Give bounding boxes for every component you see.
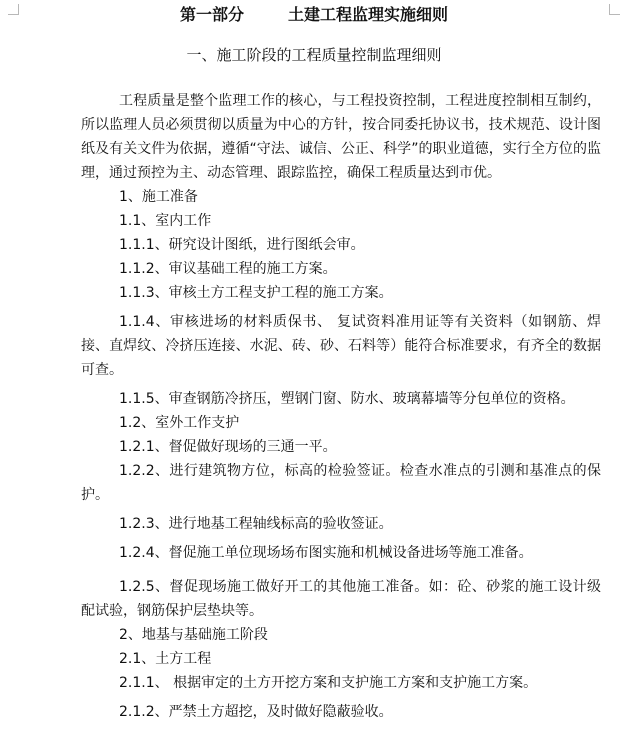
item-1-1-2: 1.1.2、审议基础工程的施工方案。 xyxy=(119,261,337,277)
section-heading-2: 2、地基与基础施工阶段 xyxy=(119,627,268,643)
item-1-2-1: 1.2.1、督促做好现场的三通一平。 xyxy=(119,439,337,455)
item-1-2-4: 1.2.4、督促施工单位现场场布图实施和机械设备进场等施工准备。 xyxy=(119,545,533,561)
item-1-1-1: 1.1.1、研究设计图纸，进行图纸会审。 xyxy=(119,237,365,253)
intro-paragraph: 工程质量是整个监理工作的核心，与工程投资控制，工程进度控制相互制约，所以监理人员必须贯彻以质量为中心的方针，按合同委托协议书，技术规范、设计图纸及有关文件为依据，遵循“守法、诚信、公正、科学”的职业道德，实行全方位的监理，通过预控为主、动态管理、跟踪监控，确保工程质量达到市优。 xyxy=(81,93,601,181)
item-1-2-2: 1.2.2、进行建筑物方位，标高的检验签证。检查水准点的引测和基准点的保护。 xyxy=(81,463,601,503)
item-2-1-1: 2.1.1、 根据审定的土方开挖方案和支护施工方案和支护施工方案。 xyxy=(119,675,538,691)
section-heading-1: 1、施工准备 xyxy=(119,189,198,205)
item-1-1-3: 1.1.3、审核土方工程支护工程的施工方案。 xyxy=(119,285,393,301)
document-subtitle: 一、施工阶段的工程质量控制监理细则 xyxy=(186,46,442,64)
item-2-1-2: 2.1.2、严禁土方超挖，及时做好隐蔽验收。 xyxy=(119,704,393,720)
item-1-1-4: 1.1.4、审核进场的材料质保书、 复试资料准用证等有关资料（如钢筋、焊接、直焊纹、冷挤压连接、水泥、砖、砂、石料等）能符合标准要求，有齐全的数据可查。 xyxy=(81,314,601,378)
title-main: 土建工程监理实施细则 xyxy=(288,5,449,24)
item-1-2-5: 1.2.5、督促现场施工做好开工的其他施工准备。如：砼、砂浆的施工设计级配试验，钢筋保护层垫块等。 xyxy=(81,579,601,619)
item-1-1-5: 1.1.5、审查钢筋冷挤压，塑钢门窗、防水、玻璃幕墙等分包单位的资格。 xyxy=(119,391,575,407)
title-part: 第一部分 xyxy=(179,5,244,24)
document-body xyxy=(81,89,601,724)
subsection-heading-2-1: 2.1、土方工程 xyxy=(119,651,212,667)
subsection-heading-1-1: 1.1、室内工作 xyxy=(119,213,212,229)
document-title xyxy=(0,5,628,25)
subsection-heading-1-2: 1.2、室外工作支护 xyxy=(119,415,240,431)
item-1-2-3: 1.2.3、进行地基工程轴线标高的验收签证。 xyxy=(119,516,393,532)
